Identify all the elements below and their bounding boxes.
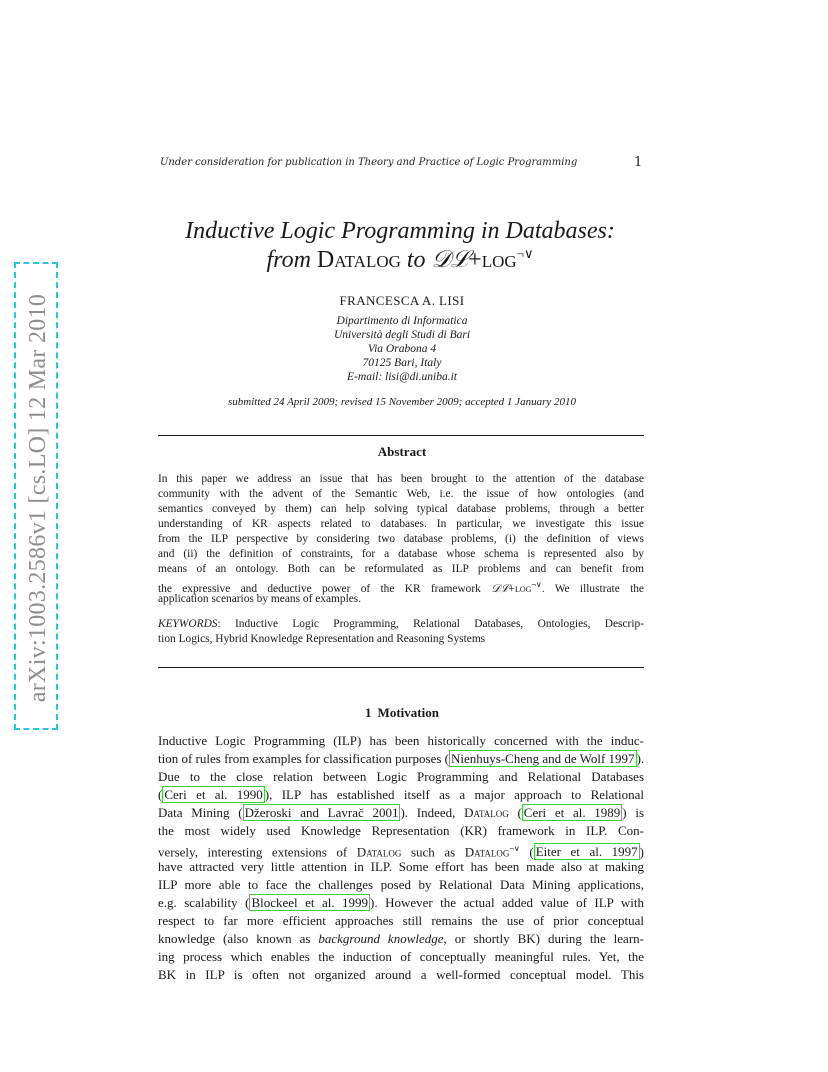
body-text: , or shortly BK) during the learn-: [443, 931, 644, 946]
title-sup: ¬∨: [516, 246, 534, 261]
author-name: FRANCESCA A. LISI: [339, 293, 465, 308]
citation-link[interactable]: Ceri et al. 1989: [523, 805, 621, 820]
datalog-sup: ¬∨: [509, 844, 520, 853]
body-line: [158, 893, 644, 913]
body-line: BK in ILP is often not organized around a well-formed conceptual model. This: [158, 967, 644, 982]
citation-link[interactable]: Nienhuys-Cheng and de Wolf 1997: [450, 751, 635, 766]
citation-link[interactable]: Džeroski and Lavrač 2001: [244, 805, 399, 820]
body-text: ). Indeed,: [400, 805, 465, 820]
abstract-line: semantics conveyed by them) can help solving typical database problems, through a better: [158, 503, 644, 515]
emphasis-term: background knowledge: [318, 931, 444, 946]
keywords-label: KEYWORDS: [158, 618, 218, 630]
affiliation-line: Dipartimento di Informatica: [336, 315, 468, 327]
body-text: ) is: [622, 805, 644, 820]
submission-dates: submitted 24 April 2009; revised 15 November 2009; accepted 1 January 2010: [228, 396, 576, 408]
abstract-text: the expressive and deductive power of the KR framework: [158, 582, 492, 595]
abstract-text: . We illustrate the: [541, 582, 644, 595]
abstract-line: and (ii) the definition of constraints, for a database whose schema is represented also by: [158, 548, 644, 560]
author-email: E-mail: lisi@di.uniba.it: [347, 371, 457, 383]
abstract-line: application scenarios by means of examples.: [158, 593, 362, 605]
keywords-line: [158, 617, 644, 632]
body-text: ).: [636, 751, 645, 766]
citation-link[interactable]: Eiter et al. 1997: [535, 844, 638, 860]
body-line: the most widely used Knowledge Representation (KR) framework in ILP. Con-: [158, 823, 644, 838]
citation-link[interactable]: Ceri et al. 1990: [164, 787, 263, 802]
abstract-line: from the ILP perspective by considering two database problems, (i) the definition of views: [158, 533, 644, 545]
body-text: (: [508, 805, 522, 820]
section-heading: [160, 705, 644, 721]
body-line: ILP more able to face the challenges posed by Relational Data Mining applications,: [158, 877, 644, 892]
author-affiliation: [160, 314, 644, 384]
body-line: [158, 749, 644, 769]
body-line: [158, 929, 644, 949]
keywords-line: tion Logics, Hybrid Knowledge Representation and Reasoning Systems: [158, 633, 486, 645]
abstract-top-rule: [158, 435, 644, 436]
title-dl: 𝒟ℒ: [431, 247, 469, 273]
page-number: 1: [634, 155, 643, 170]
affiliation-line: Università degli Studi di Bari: [333, 329, 471, 341]
paper-title-line-2: [120, 246, 680, 274]
body-line: respect to far more efficient approaches still remains the use of prior conceptual: [158, 913, 644, 928]
datalog-term: Datalog: [464, 805, 509, 820]
body-line: Inductive Logic Programming (ILP) has been historically concerned with the induc-: [158, 733, 644, 748]
paper-title-line-1: Inductive Logic Programming in Databases:: [185, 218, 615, 244]
abstract-line: understanding of KR aspects related to databases. In particular, we investigate this issue: [158, 518, 644, 530]
abstract-line: means of an ontology. Both can be reformulated as ILP problems and can benefit from: [158, 563, 644, 575]
body-text: tion of rules from examples for classification purposes (: [158, 751, 449, 766]
arxiv-stamp-text: arXiv:1003.2586v1 [cs.LO] 12 Mar 2010: [24, 293, 51, 703]
body-text: such as: [401, 844, 465, 860]
abstract-line: community with the advent of the Semantic Web, i.e. the issue of how ontologies (and: [158, 488, 644, 500]
body-text: knowledge (also known as: [158, 931, 319, 946]
body-text: ). However the actual added value of ILP with: [370, 895, 645, 910]
body-text: Data Mining (: [158, 805, 243, 820]
datalog-term: Datalog: [464, 844, 510, 860]
citation-link[interactable]: Blockeel et al. 1999: [251, 895, 369, 910]
body-text: versely, interesting extensions of: [158, 844, 357, 860]
section-number: 1: [365, 705, 372, 720]
body-line: Due to the close relation between Logic Programming and Relational Databases: [158, 769, 644, 784]
body-text: e.g. scalability (: [158, 895, 250, 910]
abstract-log: +log: [508, 582, 532, 595]
title-datalog: Datalog: [316, 247, 401, 273]
running-head: Under consideration for publication in Theory and Practice of Logic Programming: [160, 157, 578, 168]
title-plus-log: +log: [468, 247, 517, 273]
title-to: to: [400, 247, 432, 273]
body-line: [158, 803, 644, 823]
abstract-bottom-rule: [158, 667, 644, 668]
section-title: Motivation: [377, 705, 439, 720]
abstract-heading: Abstract: [377, 444, 427, 459]
affiliation-line: Via Orabona 4: [367, 343, 437, 355]
abstract-dl: 𝒟ℒ: [491, 582, 509, 595]
abstract-line: In this paper we address an issue that has been brought to the attention of the database: [158, 473, 644, 485]
datalog-term: Datalog: [356, 844, 402, 860]
body-line: [158, 785, 644, 805]
body-text: (: [519, 844, 534, 860]
body-line: have attracted very little attention in ILP. Some effort has been made also at making: [158, 859, 644, 874]
arxiv-stamp[interactable]: [14, 262, 58, 730]
abstract-sup: ¬∨: [531, 580, 542, 589]
body-text: ), ILP has established itself as a major approach to Relational: [264, 787, 644, 802]
body-text: (: [158, 787, 163, 802]
body-line: ing process which enables the induction of conceptually meaningful rules. Yet, the: [158, 949, 644, 964]
affiliation-line: 70125 Bari, Italy: [362, 357, 442, 369]
body-text: ): [639, 844, 644, 860]
keywords-text: : Inductive Logic Programming, Relational Databases, Ontologies, Descrip-: [217, 618, 644, 630]
title-from: from: [266, 247, 317, 273]
